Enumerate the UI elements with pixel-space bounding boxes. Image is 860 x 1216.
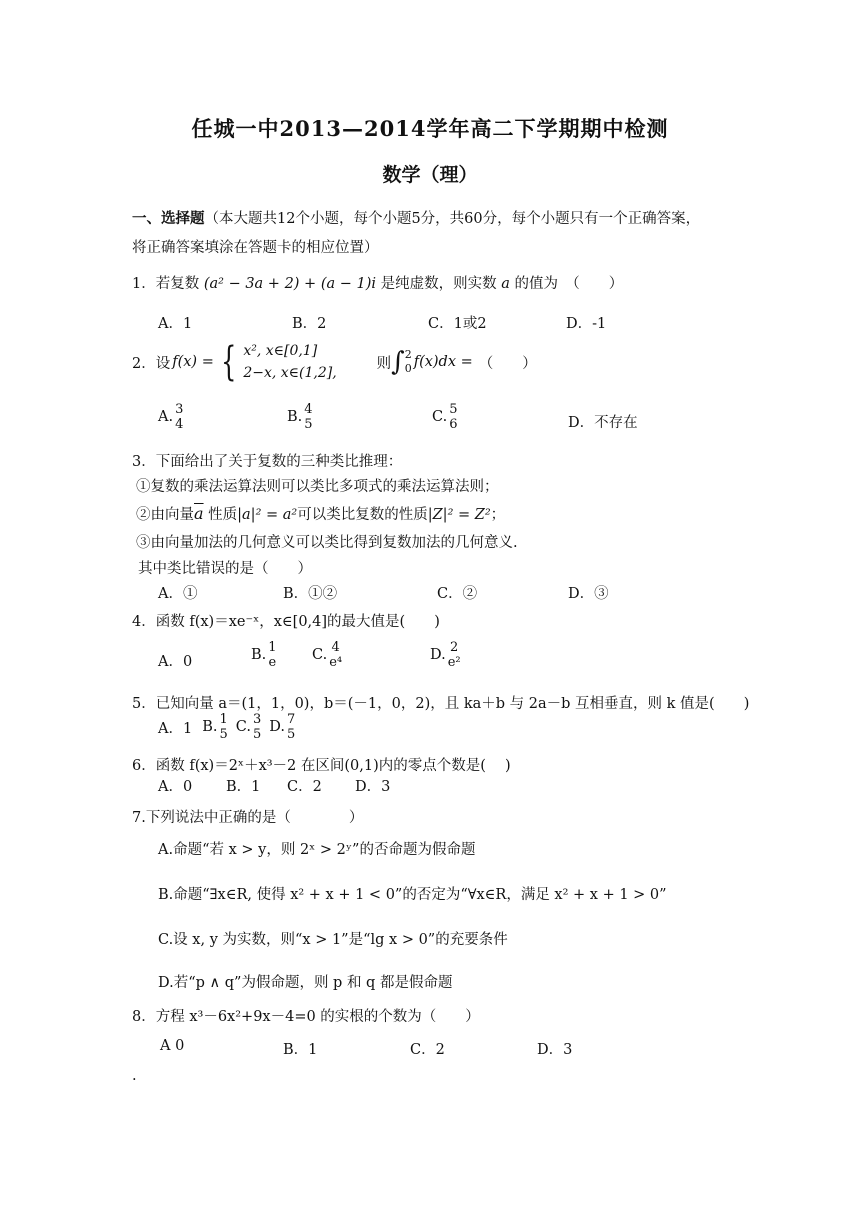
frac-num: 3 [252,712,262,727]
frac-num: 4 [331,640,340,655]
frac-num: 1 [268,640,277,655]
q2-paren: （ ） [478,355,537,372]
q5-option-c-label: C. [235,719,251,735]
q5-option-a: A．1 [158,720,193,737]
q5-option-c-frac [253,712,261,742]
frac-den: 5 [304,417,313,432]
q2-limits [405,348,412,376]
q2-option-d: D．不存在 [568,415,638,431]
section-instruction-2: 将正确答案填涂在答题卡的相应位置） [132,240,379,256]
q2-then: 则 [376,355,392,372]
q1-var: a [501,276,510,292]
q3-item-2-formula-2: |Z|² = Z² [427,507,491,523]
frac-den: e² [447,655,461,670]
q5-option-d-frac [287,712,295,742]
q2-option-b-label: B. [287,409,303,425]
q1-option-b: B．2 [292,316,327,332]
q8-stem: 8．方程 x³－6x²+9x－4=0 的实根的个数为（ ） [132,1009,480,1025]
q2-upper-limit: 2 [404,348,412,361]
q2-option-c [432,402,457,432]
q5-option-b-frac [219,712,227,742]
q2-option-a [158,402,183,432]
q4-option-b [251,640,277,670]
q1-formula: (a² − 3a + 2) + (a − 1)i [203,276,377,292]
q3-ask: 其中类比错误的是（ ） [138,561,312,577]
frac-den: 5 [252,727,262,742]
q3-stem: 3．下面给出了关于复数的三种类比推理： [132,454,403,470]
q6-option-b: B．1 [226,779,261,795]
q3-option-c: C．② [437,586,478,602]
q1-text-b: 是纯虚数，则实数 [380,276,497,292]
q7-option-d: D.若“p ∧ q”为假命题，则 p 和 q 都是假命题 [158,975,453,991]
q2-option-a-label: A. [158,409,174,425]
q4-stem: 4．函数 f(x)＝xe⁻ˣ，x∈[0,4]的最大值是( ) [132,614,440,630]
q4-option-d-frac [448,640,461,670]
q1-text-c: 的值为 （ ） [514,276,624,292]
q4-option-d-label: D. [430,647,446,663]
integral-sign: ∫ [391,347,405,377]
q7-stem: 7.下列说法中正确的是（ ） [132,810,364,826]
q2-integrand: f(x)dx = [413,354,473,370]
q4-option-c [312,640,342,670]
q2-cases [243,340,336,384]
frac-den: 5 [286,727,296,742]
question-1 [132,272,623,293]
q3-item-2-c: 可以类比复数的性质 [297,507,428,523]
q6-option-c: C．2 [287,779,322,795]
q6-stem: 6．函数 f(x)＝2ˣ＋x³－2 在区间(0,1)内的零点个数是( ) [132,758,511,774]
q1-option-d: D．-1 [566,316,607,332]
q3-item-2-a: ②由向量 [136,507,194,523]
frac-den: 4 [175,417,184,432]
q5-option-b-label: B. [202,719,218,735]
q4-option-c-label: C. [312,647,328,663]
frac-den: e [268,655,277,670]
q8-option-b: B．1 [283,1042,318,1058]
trailing-dot: . [132,1068,137,1084]
q8-option-d: D．3 [537,1042,573,1058]
frac-num: 2 [450,640,459,655]
frac-den: e⁴ [329,655,343,670]
q2-option-b-frac [304,402,312,432]
q2-lower-limit: 0 [404,362,412,375]
q4-option-d [430,640,461,670]
q3-item-3: ③由向量加法的几何意义可以类比得到复数加法的几何意义. [136,535,518,551]
q2-option-c-label: C. [432,409,448,425]
q4-option-b-frac [268,640,276,670]
q2-fx: f(x) = [172,354,214,370]
q3-item-2-vector: $\overline{a}$ [194,504,204,523]
frac-num: 4 [304,402,313,417]
q3-item-2 [136,503,505,524]
q2-option-a-frac [175,402,183,432]
frac-num: 5 [449,402,458,417]
q5-option-d-label: D. [269,719,285,735]
q6-option-d: D．3 [355,779,391,795]
q3-item-2-d: ； [490,507,506,523]
q4-option-a: A．0 [158,654,193,670]
q5-options [158,712,295,742]
frac-num: 7 [286,712,296,727]
q5-stem: 5．已知向量 a＝(1，1，0)，b＝(－1，0，2)，且 ka＋b 与 2a－b 互相垂直，则 k 值是( ) [132,696,750,712]
q8-option-c: C．2 [410,1042,445,1058]
q6-option-a: A．0 [158,779,193,795]
q2-case-1: x², x∈[0,1] [243,343,318,359]
q2-case-2: 2−x, x∈(1,2], [243,365,337,381]
page-subtitle: 数学（理） [382,164,478,186]
q2-brace: { [220,339,237,385]
q2-text-a: 2．设 [132,355,171,372]
q1-option-a: A．1 [158,316,193,332]
q7-option-c: C.设 x, y 为实数，则“x > 1”是“lg x > 0”的充要条件 [158,932,508,948]
q7-option-a: A.命题“若 x > y，则 2ˣ > 2ʸ”的否命题为假命题 [158,842,476,858]
q3-option-b: B．①② [283,586,338,602]
q8-option-a: A 0 [160,1038,185,1054]
section-heading: 一、选择题 [132,210,205,227]
q2-option-b [287,402,313,432]
frac-den: 5 [219,727,228,742]
section-instruction-1: （本大题共12个小题，每个小题5分，共60分，每个小题只有一个正确答案， [204,211,701,227]
q7-option-b: B.命题“∃x∈R, 使得 x² + x + 1 < 0”的否定为“∀x∈R，满足 x² + x + 1 > 0” [158,887,667,903]
q1-text-a: 1．若复数 [132,276,200,292]
q4-option-c-frac [329,640,342,670]
q3-item-1: ①复数的乘法运算法则可以类比多项式的乘法运算法则； [136,479,499,495]
q3-item-2-b: 性质 [208,507,238,523]
q3-option-d: D．③ [568,586,609,602]
q3-option-a: A．① [158,586,198,602]
frac-num: 1 [219,712,228,727]
q2-option-c-frac [449,402,457,432]
q3-item-2-formula-1: |a|² = a² [237,507,298,523]
q4-option-b-label: B. [251,647,267,663]
frac-den: 6 [449,417,458,432]
section-heading-line [132,207,700,228]
q1-option-c: C．1或2 [428,316,487,332]
page-title: 任城一中2013—2014学年高二下学期期中检测 [191,116,669,141]
frac-num: 3 [175,402,184,417]
question-2 [132,340,537,384]
